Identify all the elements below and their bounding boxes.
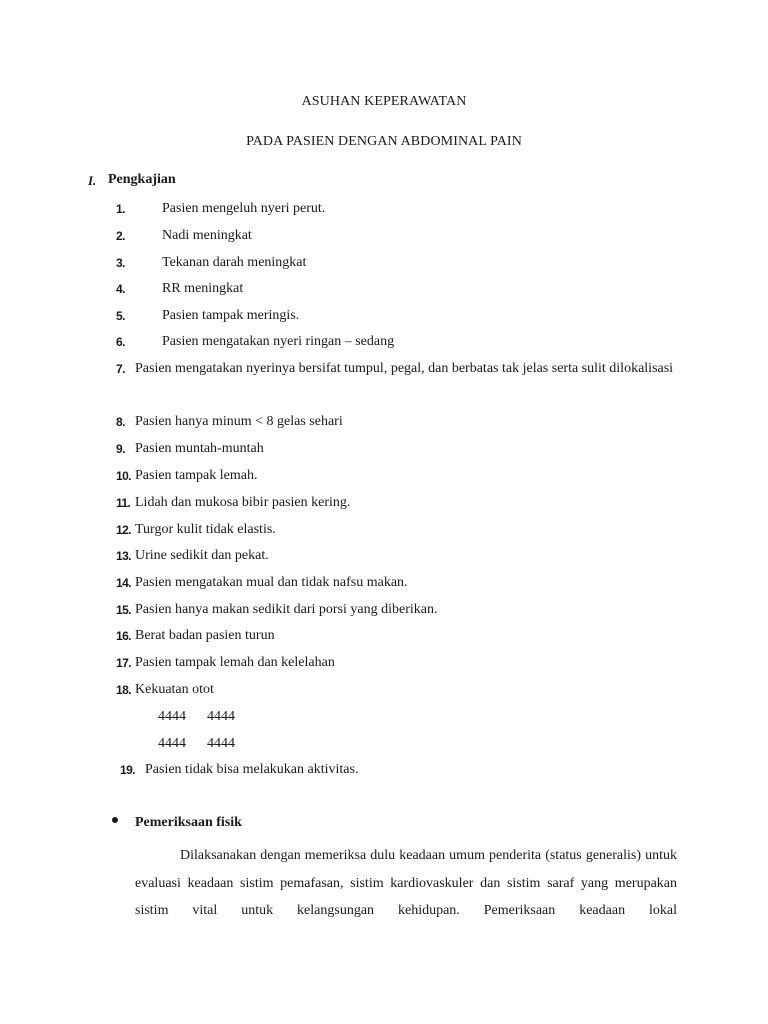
paragraph bbox=[135, 842, 677, 925]
list-item-number: 16. bbox=[116, 629, 131, 643]
list-item-text: Kekuatan otot bbox=[135, 682, 214, 697]
document-subtitle: PADA PASIEN DENGAN ABDOMINAL PAIN bbox=[246, 134, 522, 149]
list-item-number: 11. bbox=[116, 496, 131, 510]
list-item-text: Pasien tampak lemah. bbox=[135, 468, 258, 483]
list-item-number: 3. bbox=[116, 256, 125, 270]
list-item-number: 19. bbox=[120, 763, 135, 777]
list-item-text: Pasien tidak bisa melakukan aktivitas. bbox=[145, 762, 359, 777]
list-item-number: 5. bbox=[116, 309, 125, 323]
bullet-icon bbox=[112, 817, 118, 823]
list-item-number: 12. bbox=[116, 523, 131, 537]
list-item-text: Pasien mengatakan mual dan tidak nafsu makan. bbox=[135, 575, 408, 590]
list-item-number: 17. bbox=[116, 656, 131, 670]
list-item-number: 6. bbox=[116, 335, 125, 349]
list-item-text: Lidah dan mukosa bibir pasien kering. bbox=[135, 495, 351, 510]
list-item-text: Turgor kulit tidak elastis. bbox=[135, 522, 276, 537]
list-item-text: Pasien tampak lemah dan kelelahan bbox=[135, 655, 335, 670]
list-item-text: Berat badan pasien turun bbox=[135, 628, 275, 643]
list-item-text: Pasien muntah-muntah bbox=[135, 441, 264, 456]
list-item-number: 13. bbox=[116, 549, 131, 563]
list-item-text: Pasien hanya makan sedikit dari porsi yang diberikan. bbox=[135, 602, 438, 617]
list-item-text: Pasien mengatakan nyeri ringan – sedang bbox=[162, 334, 395, 349]
document-title: ASUHAN KEPERAWATAN bbox=[301, 94, 467, 109]
list-item-text: Tekanan darah meningkat bbox=[162, 255, 307, 270]
muscle-strength-value: 4444 bbox=[158, 736, 186, 751]
list-item-number: 2. bbox=[116, 229, 125, 243]
list-item-number: 4. bbox=[116, 282, 125, 296]
section-subheading: Pemeriksaan fisik bbox=[135, 815, 242, 830]
list-item-number: 10. bbox=[116, 469, 131, 483]
list-item-number: 18. bbox=[116, 683, 131, 697]
list-item-number: 9. bbox=[116, 442, 125, 456]
paragraph-text: Dilaksanakan dengan memeriksa dulu keadaan umum penderita (status generalis) untuk evaluasi keadaan sistim pemafasan, sistim kardiovaskuler dan sistim saraf yang merupakan sistim vital untuk kelangsungan kehidupan. Pemeriksaan keadaan lokal bbox=[135, 848, 677, 918]
list-item-number: 1. bbox=[116, 202, 125, 216]
list-item-number: 15. bbox=[116, 603, 131, 617]
list-item-text: Pasien tampak meringis. bbox=[162, 308, 300, 323]
list-item-text: RR meningkat bbox=[162, 281, 244, 296]
muscle-strength-value: 4444 bbox=[207, 736, 235, 751]
list-item-text: Nadi meningkat bbox=[162, 228, 252, 243]
list-item-text: Pasien hanya minum < 8 gelas sehari bbox=[135, 414, 343, 429]
list-item-number: 7. bbox=[116, 362, 125, 376]
section-number: I. bbox=[88, 173, 97, 188]
list-item-text: Pasien mengeluh nyeri perut. bbox=[162, 201, 326, 216]
list-item-text: Urine sedikit dan pekat. bbox=[135, 548, 269, 563]
section-heading: Pengkajian bbox=[108, 172, 176, 187]
list-item-text: Pasien mengatakan nyerinya bersifat tumpul, pegal, dan berbatas tak jelas serta sulit dilokalisasi bbox=[135, 361, 674, 376]
muscle-strength-value: 4444 bbox=[158, 709, 186, 724]
list-item-number: 8. bbox=[116, 415, 125, 429]
muscle-strength-value: 4444 bbox=[207, 709, 235, 724]
list-item-number: 14. bbox=[116, 576, 131, 590]
